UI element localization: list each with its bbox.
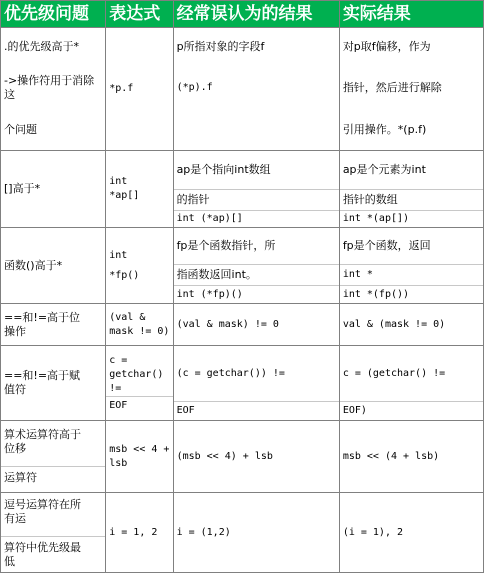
actual-line: int * (340, 264, 483, 285)
problem-line: 个问题 (4, 123, 37, 136)
header-expression: 表达式 (106, 1, 173, 28)
actual-result-cell (339, 28, 483, 151)
expression-cell (106, 151, 173, 228)
expression-cell (106, 28, 173, 151)
wrong-result-cell (173, 151, 339, 228)
actual-result-cell (339, 304, 483, 346)
actual-line: 对p取f偏移，作为 (342, 40, 431, 53)
actual-line: fp是个函数，返回 (342, 239, 431, 252)
problem-line: []高于* (4, 182, 41, 195)
problem-line: 逗号运算符在所 (4, 498, 81, 511)
wrong-line: (msb << 4) + lsb (176, 450, 273, 462)
problem-line: 运算符 (1, 466, 105, 489)
problem-cell (1, 346, 106, 421)
problem-cell (1, 151, 106, 228)
wrong-result-cell (173, 493, 339, 573)
problem-line: ==和!=高于赋 (4, 369, 81, 382)
problem-cell (1, 493, 106, 573)
header-wrong-result: 经常误认为的结果 (173, 1, 339, 28)
actual-line: int *(fp()) (340, 285, 483, 303)
wrong-line: EOF (174, 401, 339, 420)
wrong-line: int (*fp)() (174, 285, 339, 303)
expression-line: *ap[] (109, 190, 140, 201)
wrong-result-cell (173, 346, 339, 421)
expression-cell (106, 228, 173, 304)
expression-line: i = 1, 2 (109, 526, 158, 538)
expression-cell (106, 346, 173, 421)
actual-line: int *(ap[]) (340, 210, 483, 227)
header-problem: 优先级问题 (1, 1, 106, 28)
expression-line: (val & (109, 311, 146, 323)
problem-cell (1, 228, 106, 304)
problem-line: 位移 (4, 442, 26, 455)
wrong-line: i = (1,2) (176, 526, 231, 538)
actual-result-cell (339, 228, 483, 304)
expression-line: lsb (109, 457, 128, 469)
expression-line: int (109, 249, 128, 261)
actual-result-cell (339, 151, 483, 228)
problem-line: 算符中优先级最 (1, 536, 105, 555)
expression-line: c = (109, 354, 128, 366)
table-row (1, 228, 484, 304)
expression-cell (106, 304, 173, 346)
problem-line: .的优先级高于* (4, 40, 79, 53)
expression-line: msb << 4 + (109, 443, 170, 455)
wrong-result-cell (173, 228, 339, 304)
expression-line: EOF (106, 396, 172, 413)
wrong-line: 的指针 (174, 189, 339, 210)
table-row (1, 28, 484, 151)
expression-line: getchar() (109, 368, 164, 380)
problem-line: 低 (4, 555, 15, 568)
expression-line: *fp() (109, 269, 140, 281)
problem-line: ==和!=高于位 (4, 310, 81, 324)
wrong-line: 指函数返回int。 (174, 264, 339, 285)
problem-cell (1, 421, 106, 493)
problem-line: 操作 (4, 324, 26, 338)
problem-line: 有运 (4, 512, 26, 525)
table-row (1, 151, 484, 228)
actual-line: 引用操作。*(p.f) (342, 123, 427, 136)
actual-result-cell (339, 346, 483, 421)
wrong-result-cell (173, 421, 339, 493)
actual-result-cell (339, 421, 483, 493)
expression-cell (106, 421, 173, 493)
actual-line: val & (mask != 0) (342, 318, 446, 330)
wrong-line: (c = getchar()) != (176, 367, 285, 379)
problem-line: 值符 (4, 383, 26, 396)
expression-line: *p.f (109, 83, 134, 94)
problem-line: 算术运算符高于 (4, 428, 81, 441)
wrong-line: int (*ap)[] (174, 210, 339, 227)
table-row (1, 493, 484, 573)
actual-line: msb << (4 + lsb) (342, 450, 440, 462)
expression-line: mask != 0) (109, 325, 170, 337)
expression-line: != (109, 382, 122, 394)
actual-line: c = (getchar() != (342, 367, 446, 379)
table-row (1, 421, 484, 493)
actual-result-cell (339, 493, 483, 573)
table-row (1, 304, 484, 346)
table-row (1, 346, 484, 421)
wrong-line: fp是个函数指针，所 (176, 239, 276, 252)
wrong-result-cell (173, 304, 339, 346)
header-actual-result: 实际结果 (339, 1, 483, 28)
header-row (1, 1, 484, 28)
expression-cell (106, 493, 173, 573)
actual-line: 指针，然后进行解除 (342, 81, 442, 94)
problem-line: ->操作符用于消除这 (4, 74, 95, 101)
actual-line: 指针的数组 (340, 189, 483, 210)
actual-line: EOF) (340, 401, 483, 420)
wrong-line: (*p).f (176, 82, 213, 93)
actual-line: (i = 1), 2 (342, 526, 404, 538)
wrong-line: ap是个指向int数组 (176, 163, 271, 176)
wrong-line: p所指对象的字段f (176, 40, 265, 53)
problem-cell (1, 28, 106, 151)
wrong-result-cell (173, 28, 339, 151)
wrong-line: (val & mask) != 0 (176, 318, 279, 330)
problem-cell (1, 304, 106, 346)
actual-line: ap是个元素为int (342, 163, 426, 176)
wrong-line (174, 110, 339, 150)
problem-line: 函数()高于* (4, 258, 63, 272)
expression-line: int (109, 176, 128, 187)
